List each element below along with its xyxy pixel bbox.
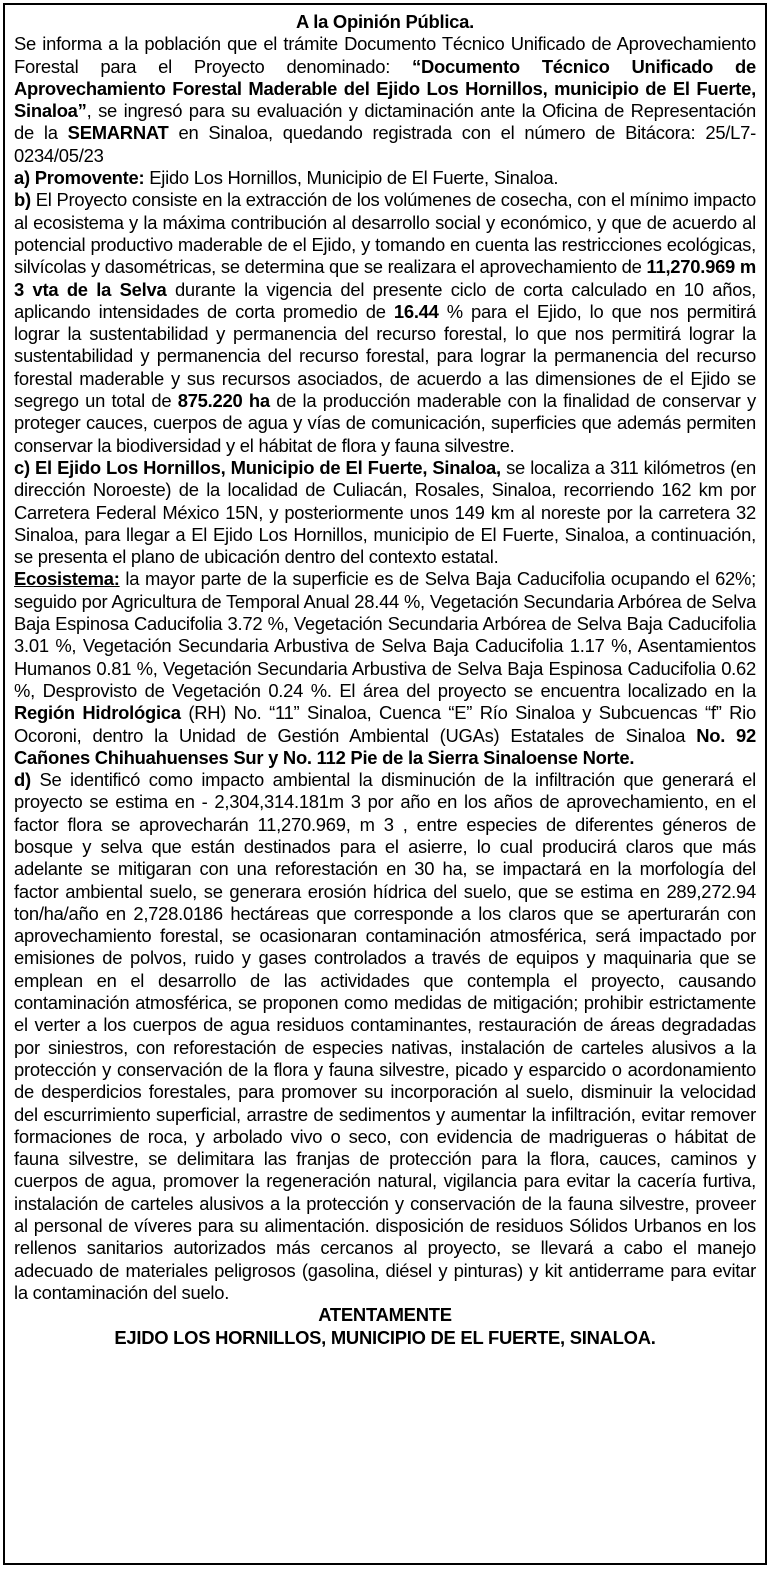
section-d: d) Se identificó como impacto ambiental la disminución de la infiltración que generará el proyecto se estima en - 2,304,314.181m 3 por año en los años de aprovechamiento, en el factor flora se aprovecharán 11,270.969, m 3 , entre especies de diferentes géneros de bosque y selva que están destinados para el asierre, lo cual producirá claros que más adelante se mitigaran con una reforestación en 30 ha, se impactará en la morfología del factor ambiental suelo, se generara erosión hídrica del suelo, que se estima en 289,272.94 ton/ha/año en 2,728.0186 hectáreas que corresponde a los claros que se aperturarán con aprovechamiento forestal, se ocasionaran contaminación atmosférica, será impactado por emisiones de polvos, ruido y gases controlados a través de equipos y maquinaria que se emplean en el desarrollo de las actividades que contempla el proyecto, causando contaminación atmosférica, se proponen como medidas de mitigación; prohibir estrictamente el verter a los cuerpos de agua residuos contaminantes, restauración de áreas degradadas por siniestros, con reforestación de especies nativas, instalación de carteles alusivos a la protección y conservación de la flora y fauna silvestre, picado y esparcido o acordonamiento de desperdicios forestales, para promover su incorporación al suelo, disminuir la velocidad del escurrimiento superficial, arrastre de sedimentos y aumentar la infiltración, evitar remover formaciones de roca, y arbolado vivo o seco, con evidencia de madrigueras o hábitat de fauna silvestre, se delimitara las franjas de protección para la flora, cauces, caminos y cuerpos de agua, promover la regeneración natural, vigilancia para evitar la cacería furtiva, instalación de carteles alusivos a la protección y conservación de la fauna silvestre, proveer al personal de víveres para su alimentación. disposición de residuos Sólidos Urbanos en los rellenos sanitarios autorizados más cercanos al proyecto, se llevará a cabo el manejo adecuado de materiales peligrosos (gasolina, diésel y pinturas) y kit antiderrame para evitar la contaminación del suelo. (14, 769, 756, 1303)
agency-name: SEMARNAT (67, 122, 169, 144)
project-name: “Documento Técnico Unificado de Aprovechamiento Forestal Maderable del Ejido Los Hornillos, municipio de El Fuerte, Sinaloa” (14, 55, 756, 122)
section-c: c) El Ejido Los Hornillos, Municipio de El Fuerte, Sinaloa, se localiza a 311 kilómetros (en dirección Noroeste) de la localidad de Culiacán, Rosales, Sinaloa, recorriendo 162 km por Carretera Federal México 15N, y posteriormente unos 149 km al noreste por la carretera 32 Sinaloa, para llegar a El Ejido Los Hornillos, municipio de El Fuerte, Sinaloa, a continuación, se presenta el plano de ubicación dentro del contexto estatal. (14, 456, 756, 568)
notice-title: A la Opinión Pública. (296, 11, 474, 32)
cut-intensity: 16.44 (393, 300, 439, 322)
closing-line: ATENTAMENTE (318, 1304, 452, 1326)
public-notice (3, 3, 767, 1565)
hydrological-region: Región Hidrológica (14, 702, 181, 724)
signature-line: EJIDO LOS HORNILLOS, MUNICIPIO DE EL FUERTE, SINALOA. (114, 1326, 656, 1348)
ecosystem-paragraph: Ecosistema: la mayor parte de la superficie es de Selva Baja Caducifolia ocupando el 62%; seguido por Agricultura de Temporal Anual 28.44 %, Vegetación Secundaria Arbórea de Selva Baja Espinosa Caducifolia 3.72 %, Vegetación Secundaria Arbórea de Selva Baja Caducifolia 3.01 %, Vegetación Secundaria Arbustiva de Selva Baja Caducifolia 1.17 %, Asentamientos Humanos 0.81 %, Vegetación Secundaria Arbustiva de Selva Baja Espinosa Caducifolia 0.62 %, Desprovisto de Vegetación 0.24 %. El área del proyecto se encuentra localizado en la Región Hidrológica (RH) No. “11” Sinaloa, Cuenca “E” Río Sinaloa y Subcuencas “f” Rio Ocoroni, dentro la Unidad de Gestión Ambiental (UGAs) Estatales de Sinaloa No. 92 Cañones Chihuahuenses Sur y No. 112 Pie de la Sierra Sinaloense Norte. (14, 568, 756, 768)
section-b: b) El Proyecto consiste en la extracción de los volúmenes de cosecha, con el mínimo impacto al ecosistema y la máxima contribución al desarrollo social y económico, y que de acuerdo al potencial productivo maderable de el Ejido, y tomando en cuenta las restricciones ecológicas, silvícolas y dasométricas, se determina que se realizara el aprovechamiento de 11,270.969 m 3 vta de la Selva durante la vigencia del presente ciclo de corta calculado en 10 años, aplicando intensidades de corta promedio de 16.44 % para el Ejido, lo que nos permitirá lograr la sustentabilidad y permanencia del recurso forestal, lo que nos permitirá lograr la sustentabilidad y permanencia del recurso forestal, para lograr la permanencia del recurso forestal maderable y sus recursos asociados, de acuerdo a las dimensiones de el Ejido se segrego un total de 875.220 ha de la producción maderable con la finalidad de conservar y proteger cauces, cuerpos de agua y vías de comunicación, superficies que además permiten conservar la biodiversidad y el hábitat de flora y fauna silvestre. (14, 189, 756, 456)
section-a: a) Promovente: Ejido Los Hornillos, Municipio de El Fuerte, Sinaloa. (14, 167, 559, 189)
ugas-names: No. 92 Cañones Chihuahuenses Sur y No. 112 Pie de la Sierra Sinaloense Norte. (14, 724, 756, 768)
segregated-area: 875.220 ha (177, 390, 270, 412)
harvest-volume: 11,270.969 m 3 vta de la Selva (14, 256, 756, 300)
intro-paragraph: Se informa a la población que el trámite Documento Técnico Unificado de Aprovechamiento Forestal para el Proyecto denominado: “Documento Técnico Unificado de Aprovechamiento Forestal Maderable del Ejido Los Hornillos, municipio de El Fuerte, Sinaloa”, se ingresó para su evaluación y dictaminación ante la Oficina de Representación de la SEMARNAT en Sinaloa, quedando registrada con el número de Bitácora: 25/L7-0234/05/23 (14, 33, 756, 166)
